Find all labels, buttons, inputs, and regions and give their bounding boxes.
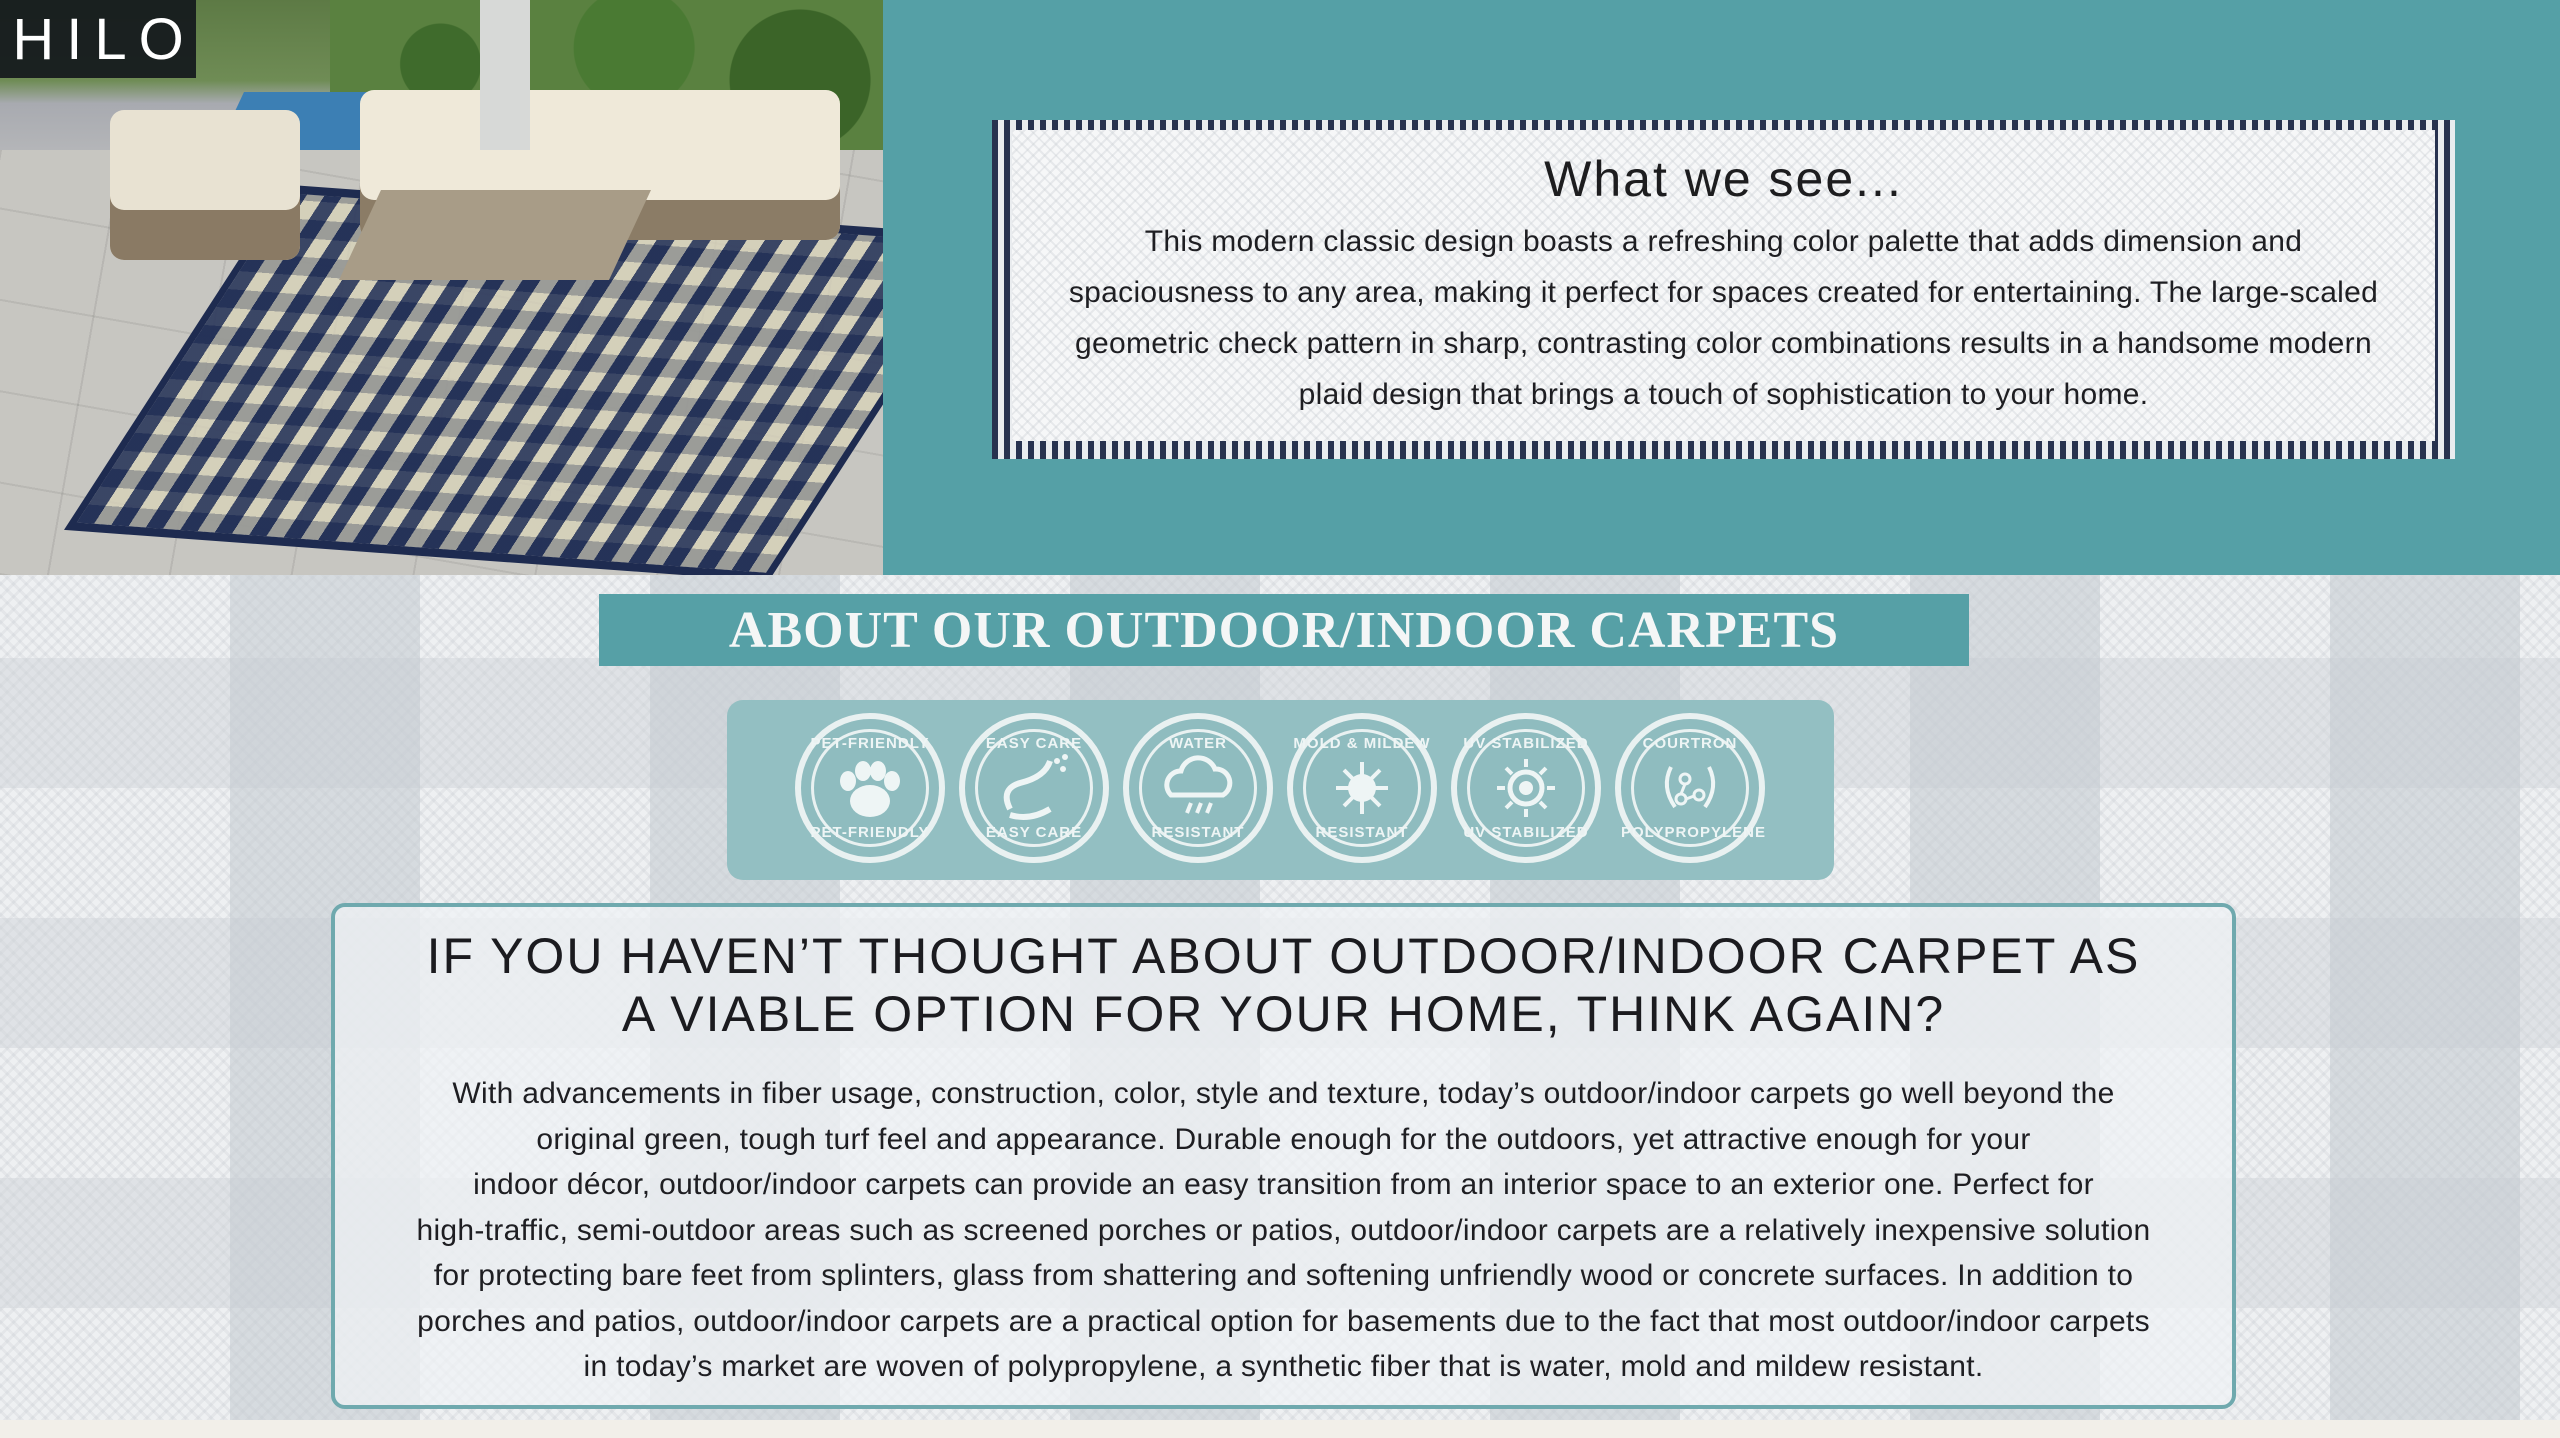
badge-mold-mildew-resistant: [1287, 713, 1437, 863]
badge-label-bottom: POLYPROPYLENE: [1621, 824, 1766, 841]
logo-text: HILO: [12, 6, 196, 72]
badge-label-bottom: UV STABILIZED: [1463, 824, 1589, 841]
think-again-title-line: IF YOU HAVEN’T THOUGHT ABOUT OUTDOOR/INDOOR CARPET AS: [426, 928, 2141, 984]
what-we-see-title: What we see...: [1544, 151, 1903, 207]
brand-logo: [0, 0, 196, 78]
badge-courtron-polypropylene: [1615, 713, 1765, 863]
what-we-see-box: [992, 120, 2455, 459]
badge-label-top: UV STABILIZED: [1463, 735, 1589, 752]
badge-label-bottom: PET-FRIENDLY: [810, 824, 930, 841]
think-again-title: [365, 927, 2202, 1043]
badge-label-top: WATER: [1168, 735, 1228, 752]
think-again-line: original green, tough turf feel and appearance. Durable enough for the outdoors, yet attractive enough for your: [536, 1122, 2031, 1156]
badge-label-top: COURTRON: [1642, 735, 1738, 752]
what-we-see-content: [1012, 130, 2435, 441]
badge-label-top: EASY CARE: [985, 735, 1083, 752]
badge-label-top: PET-FRIENDLY: [810, 735, 930, 752]
photo-coffee-table: [339, 190, 651, 280]
badge-label-bottom: RESISTANT: [1151, 824, 1245, 841]
think-again-line: for protecting bare feet from splinters, glass from shattering and softening unfriendly wood or concrete surfaces. In addition to: [433, 1259, 2134, 1292]
photo-chair: [110, 110, 300, 260]
badge-uv-stabilized: [1451, 713, 1601, 863]
badge-water-resistant: [1123, 713, 1273, 863]
think-again-line: indoor décor, outdoor/indoor carpets can provide an easy transition from an interior space to an exterior one. Perfect for: [473, 1168, 2094, 1201]
photo-pillar: [480, 0, 530, 150]
badge-label-bottom: RESISTANT: [1315, 824, 1409, 841]
what-we-see-line: plaid design that brings a touch of sophistication to your home.: [1298, 378, 2149, 411]
think-again-title-line: A VIABLE OPTION FOR YOUR HOME, THINK AGAIN?: [621, 986, 1946, 1042]
what-we-see-line: This modern classic design boasts a refreshing color palette that adds dimension and: [1144, 225, 2303, 258]
think-again-line: porches and patios, outdoor/indoor carpets are a practical option for basements due to the fact that most outdoor/indoor carpets: [417, 1304, 2150, 1338]
badge-easy-care: [959, 713, 1109, 863]
think-again-line: in today’s market are woven of polypropylene, a synthetic fiber that is water, mold and mildew resistant.: [583, 1350, 1984, 1383]
bottom-strip: [0, 1420, 2560, 1438]
about-banner: [599, 594, 1969, 666]
feature-badge-strip: [727, 700, 1834, 880]
think-again-body: [365, 1071, 2202, 1390]
think-again-line: With advancements in fiber usage, construction, color, style and texture, today’s outdoor/indoor carpets go well beyond the: [452, 1077, 2115, 1110]
about-heading: ABOUT OUR OUTDOOR/INDOOR CARPETS: [728, 601, 1840, 659]
badge-label-top: MOLD & MILDEW: [1293, 735, 1431, 752]
think-again-box: [331, 903, 2236, 1409]
what-we-see-body: [1042, 216, 2405, 420]
what-we-see-line: geometric check pattern in sharp, contrasting color combinations results in a handsome modern: [1075, 327, 2372, 360]
think-again-line: high-traffic, semi-outdoor areas such as screened porches or patios, outdoor/indoor carpets are a relatively inexpensive solution: [416, 1213, 2151, 1247]
patio-photo: [0, 0, 883, 575]
what-we-see-line: spaciousness to any area, making it perfect for spaces created for entertaining. The large-scaled: [1068, 276, 2379, 309]
badge-label-bottom: EASY CARE: [985, 824, 1083, 841]
badge-pet-friendly: [795, 713, 945, 863]
